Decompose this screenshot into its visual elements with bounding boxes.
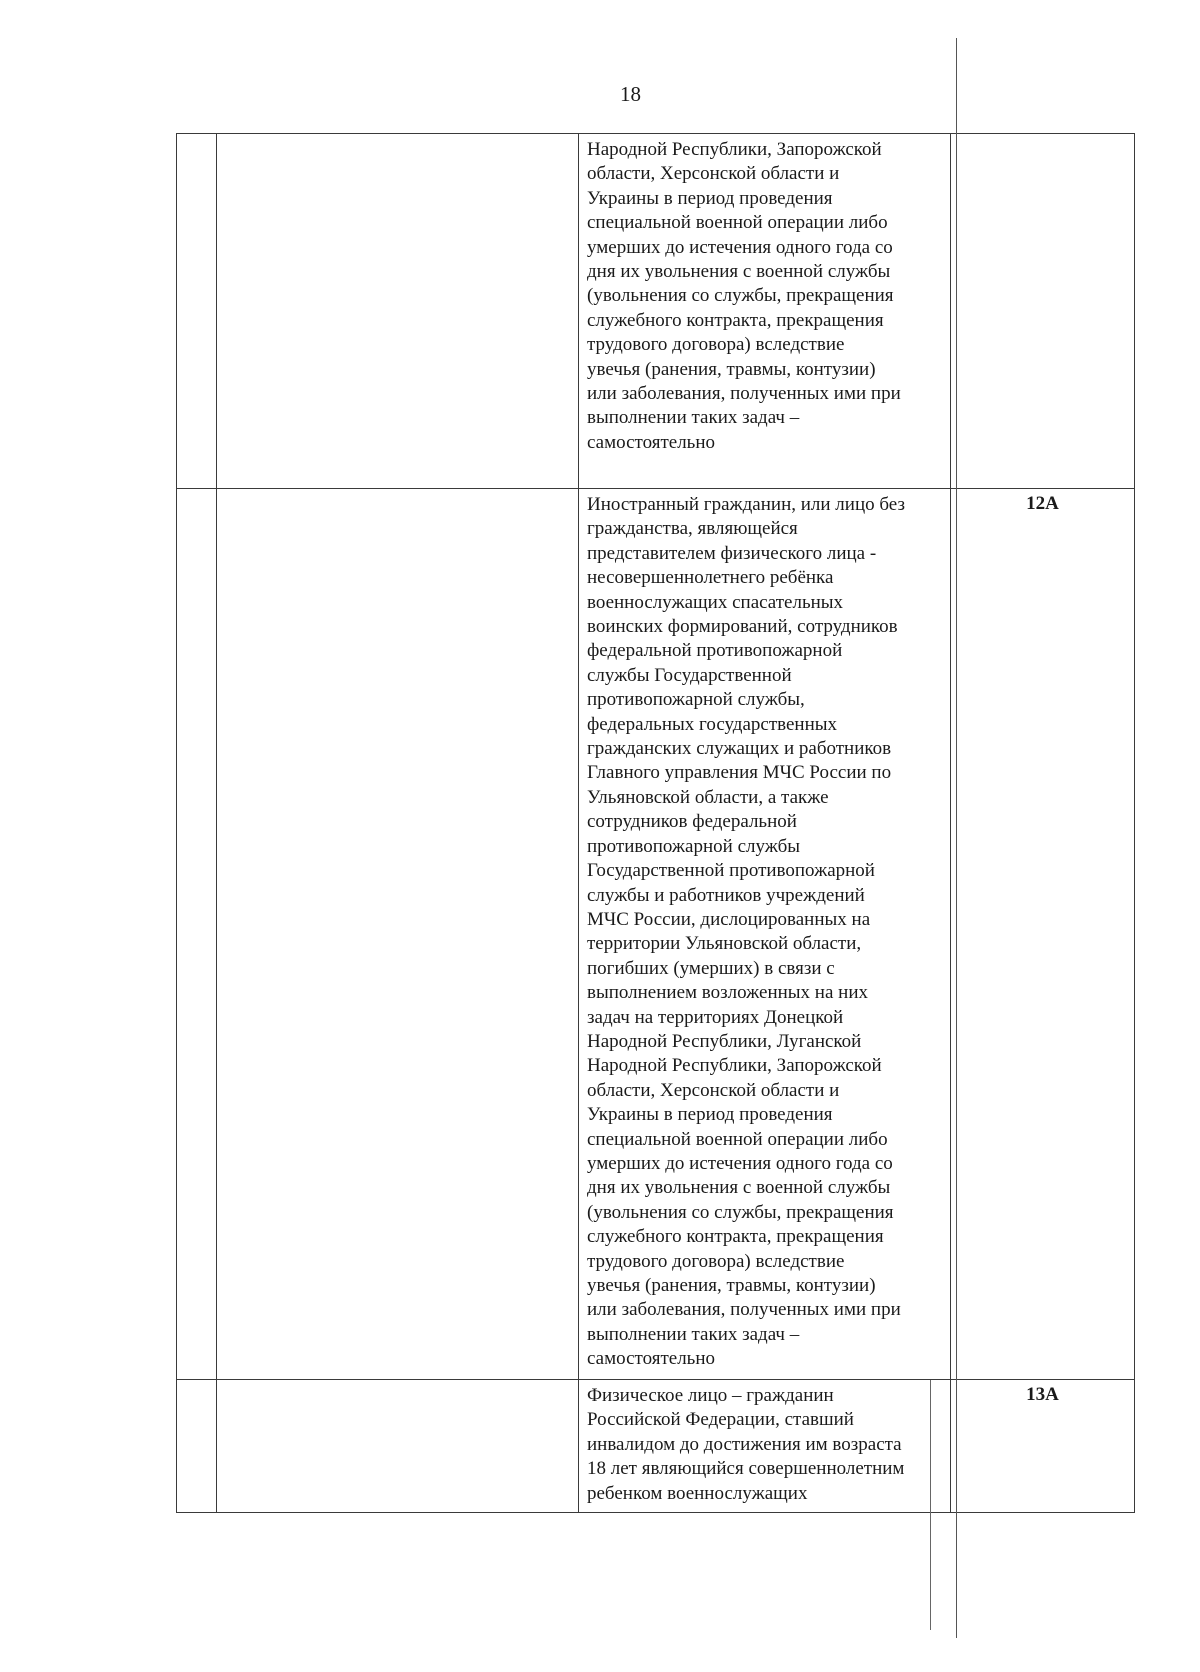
description-cell: Народной Республики, Запорожской области, Херсонской области и Украины в период проведения специальной военной операции либо умерших до истечения одного года со дня их увольнения с военной службы (увольнения со службы, прекращения служебного контракта, прекращения трудового договора) вследствие увечья (ранения, травмы, контузии) или заболевания, полученных ими при выполнении таких задач – самостоятельно [579,134,951,489]
row-number-cell [177,1380,217,1513]
page-number: 18 [620,82,641,106]
scan-artifact-line [956,38,957,1638]
category-cell [217,134,579,489]
table-row [177,489,1135,1380]
description-cell: Физическое лицо – гражданин Российской Федерации, ставший инвалидом до достижения им возраста 18 лет являющийся совершеннолетним ребенком военнослужащих [579,1380,951,1513]
code-cell: 12А [951,489,1135,1380]
code-cell [951,134,1135,489]
category-cell [217,489,579,1380]
table-row [177,1380,1135,1513]
category-cell [217,1380,579,1513]
row-number-cell [177,134,217,489]
table-row [177,134,1135,489]
scan-artifact-line [930,1380,931,1630]
row-number-cell [177,489,217,1380]
code-cell: 13А [951,1380,1135,1513]
description-cell: Иностранный гражданин, или лицо без гражданства, являющейся представителем физического лица - несовершеннолетнего ребёнка военнослужащих спасательных воинских формирований, сотрудников федеральной противопожарной службы Государственной противопожарной службы, федеральных государственных гражданских служащих и работников Главного управления МЧС России по Ульяновской области, а также сотрудников федеральной противопожарной службы Государственной противопожарной службы и работников учреждений МЧС России, дислоцированных на территории Ульяновской области, погибших (умерших) в связи с выполнением возложенных на них задач на территориях Донецкой Народной Республики, Луганской Народной Республики, Запорожской области, Херсонской области и Украины в период проведения специальной военной операции либо умерших до истечения одного года со дня их увольнения с военной службы (увольнения со службы, прекращения служебного контракта, прекращения трудового договора) вследствие увечья (ранения, травмы, контузии) или заболевания, полученных ими при выполнении таких задач – самостоятельно [579,489,951,1380]
document-table [176,133,1135,1513]
